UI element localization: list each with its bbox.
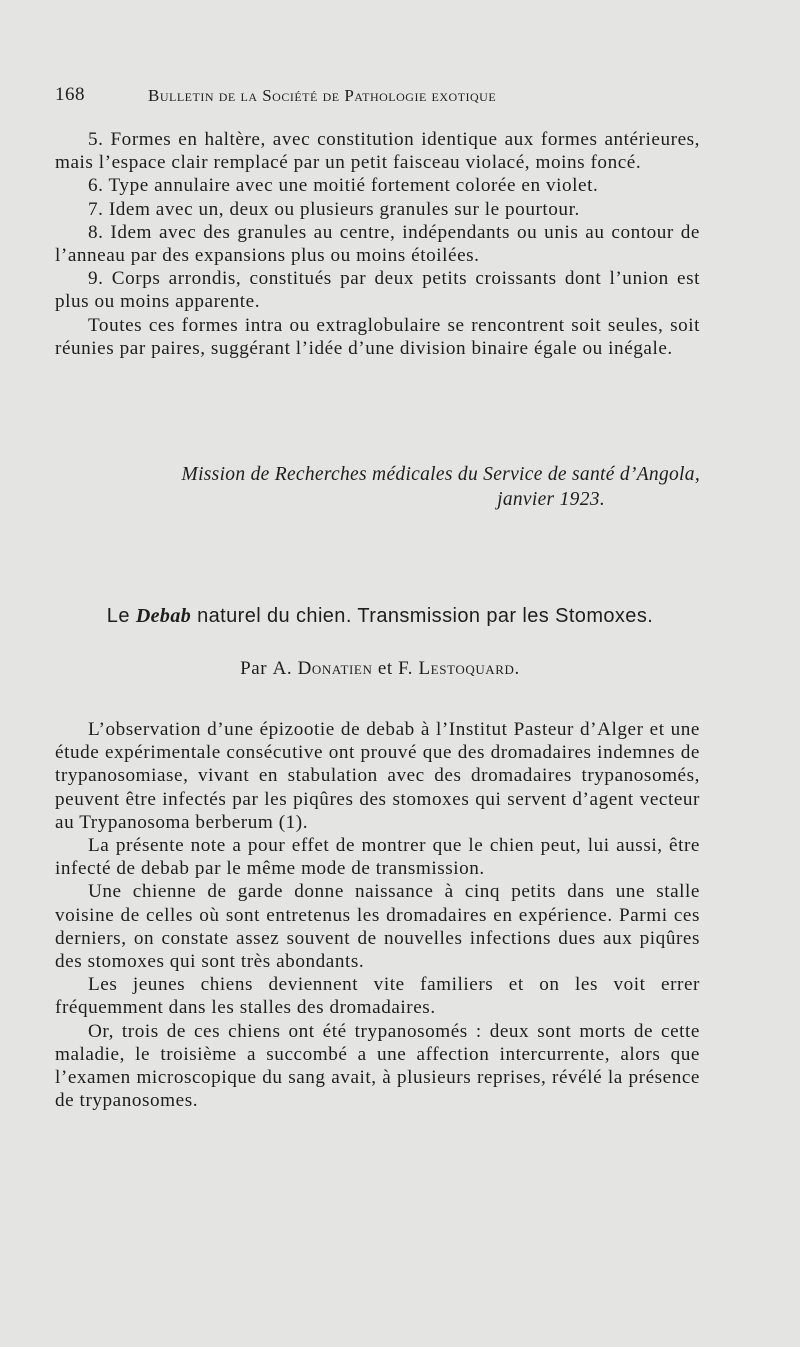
list-item: 6. Type annulaire avec une moitié fortement colorée en violet. xyxy=(88,175,599,197)
article-title xyxy=(60,605,700,628)
list-item: 5. Formes en haltère, avec constitution identique aux formes antérieures, mais l’espace clair remplacé par un petit faisceau violacé, moins foncé. xyxy=(55,129,700,174)
author-1: A. Donatien xyxy=(272,658,373,679)
body-paragraph: L’observation d’une épizootie de debab à l’Institut Pasteur d’Alger et une étude expérimentale consécutive ont prouvé que des dromadaires indemnes de trypanosomiase, vivant en stabulation avec des dromadaires trypanosomés, peuvent être infectés par les piqûres des stomoxes qui servent d’agent vecteur au Trypanosoma berberum (1). xyxy=(55,719,700,833)
signature-line-1: Mission de Recherches médicales du Service de santé d’Angola, xyxy=(181,464,700,485)
running-title: Bulletin de la Société de Pathologie exotique xyxy=(148,86,497,105)
title-rest: naturel du chien. Transmission par les Stomoxes. xyxy=(197,605,654,627)
author-2: F. Lestoquard. xyxy=(398,658,520,679)
signature-line-2: janvier 1923. xyxy=(497,489,605,510)
body-paragraph: Or, trois de ces chiens ont été trypanosomés : deux sont morts de cette maladie, le troisième a succombé a une affection intercurrente, alors que l’examen microscopique du sang avait, à plusieurs reprises, révélé la présence de trypanosomes. xyxy=(55,1020,700,1112)
title-prefix: Le xyxy=(106,605,130,627)
list-continuation xyxy=(55,128,700,360)
article-authors xyxy=(60,658,700,680)
title-italic-word: Debab xyxy=(135,605,192,627)
list-item: 8. Idem avec des granules au centre, indépendants ou unis au contour de l’anneau par des expansions plus ou moins étoilées. xyxy=(55,221,700,267)
list-item: 9. Corps arrondis, constitués par deux petits croissants dont l’union est plus ou moins apparente. xyxy=(55,268,700,313)
body-paragraph: Une chienne de garde donne naissance à cinq petits dans une stalle voisine de celles où sont entretenus les dromadaires en expérience. Parmi ces derniers, on constate assez souvent de nouvelles infections dues aux piqûres des stomoxes qui sont très abondants. xyxy=(55,881,700,973)
list-item: 7. Idem avec un, deux ou plusieurs granules sur le pourtour. xyxy=(88,198,580,220)
authors-and: et xyxy=(377,658,393,679)
page-number: 168 xyxy=(55,84,85,105)
article-body xyxy=(55,718,700,1112)
signature-block xyxy=(88,462,700,512)
body-paragraph: Les jeunes chiens deviennent vite familiers et on les voit errer fréquemment dans les stalles des dromadaires. xyxy=(55,974,700,1019)
authors-by: Par xyxy=(240,658,268,679)
body-paragraph: La présente note a pour effet de montrer que le chien peut, lui aussi, être infecté de debab par le même mode de transmission. xyxy=(55,835,700,880)
closing-paragraph: Toutes ces formes intra ou extraglobulaire se rencontrent soit seules, soit réunies par paires, suggérant l’idée d’une division binaire égale ou inégale. xyxy=(55,314,700,359)
